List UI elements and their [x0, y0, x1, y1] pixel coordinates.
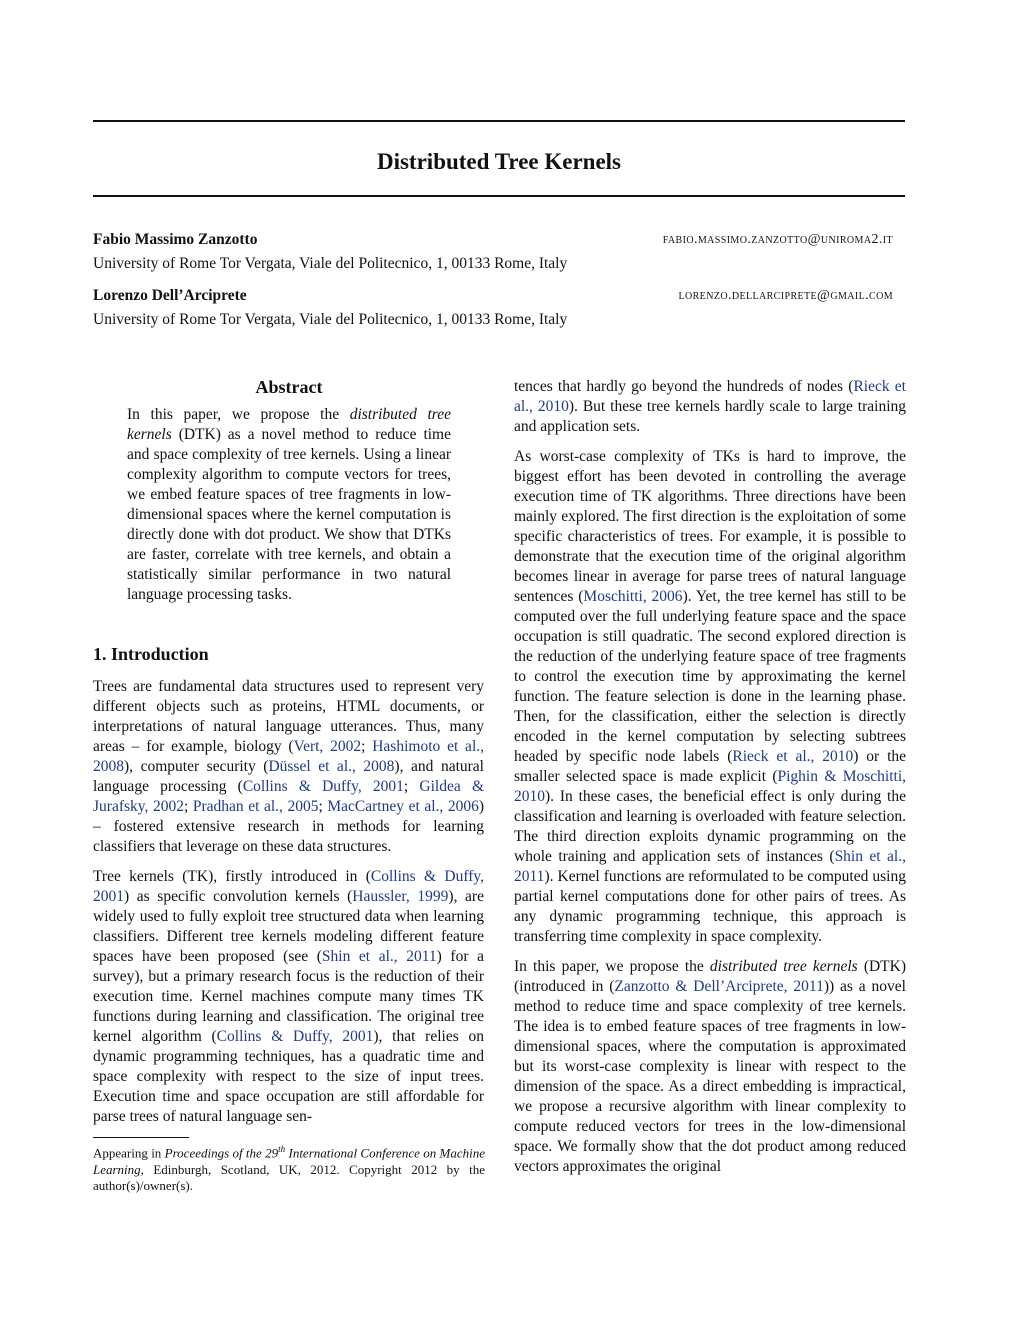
citation-link[interactable]: Vert, 2002 [293, 738, 362, 755]
section-heading-introduction: 1. Introduction [93, 644, 209, 664]
paragraph: As worst-case complexity of TKs is hard to improve, the biggest effort has been devoted in controlling the average execution time of TK algorithms. Three directions have been mainly explored. The first direction is the exploitation of some specific characteristics of trees. For example, it is possible to demonstrate that the execution time of the original algorithm becomes linear in average for parse trees of natural language sentences (Moschitti, 2006). Yet, the tree kernel has still to be computed over the full underlying feature space and the space occupation is still quadratic. The second explored direction is the reduction of the underlying feature space of tree fragments to control the execution time by approximating the kernel function. The feature selection is done in the learning phase. Then, for the classification, either the selection is directly encoded in the kernel computation by selecting subtrees headed by specific node labels (Rieck et al., 2010) or the smaller selected space is made explicit (Pighin & Moschitti, 2010). In these cases, the beneficial effect is only during the classification and learning is overloaded with feature selection. The third direction exploits dynamic programming on the whole training and application sets of instances (Shin et al., 2011). Kernel functions are reformulated to be computed using partial kernel computations done for other pairs of trees. As any dynamic programming technique, this approach is transferring time complexity in space complexity. [514, 448, 907, 945]
author-email[interactable]: lorenzo.dellarciprete@gmail.com [678, 288, 893, 303]
citation-link[interactable]: Zanzotto & Dell’Arciprete, 2011 [614, 978, 824, 995]
paragraph: tences that hardly go beyond the hundreds of nodes (Rieck et al., 2010). But these tree kernels hardly scale to large training and application sets. [514, 378, 907, 435]
author-1 [93, 230, 905, 250]
abstract-heading: Abstract [255, 377, 323, 397]
paragraph: Trees are fundamental data structures used to represent very different objects such as proteins, HTML documents, or interpretations of natural language utterances. Thus, many areas – for example, biology (Vert, 2002; Hashimoto et al., 2008), computer security (Düssel et al., 2008), and natural language processing (Collins & Duffy, 2001; Gildea & Jurafsky, 2002; Pradhan et al., 2005; MacCartney et al., 2006) – fostered extensive research in methods for learning classifiers that leverage on these data structures. [93, 678, 485, 855]
citation-link[interactable]: Collins & Duffy, 2001 [93, 868, 484, 905]
paragraph: Tree kernels (TK), firstly introduced in (Collins & Duffy, 2001) as specific convolution kernels (Haussler, 1999), are widely used to fully exploit tree structured data when learning classifiers. Different tree kernels modeling different feature spaces have been proposed (see (Shin et al., 2011) for a survey), but a primary research focus is the reduction of their execution time. Kernel machines compute many times TK functions during learning and classification. The original tree kernel algorithm (Collins & Duffy, 2001), that relies on dynamic programming techniques, has a quadratic time and space complexity with respect to the size of input trees. Execution time and space occupation are still affordable for parse trees of natural language sen- [93, 868, 484, 1125]
author-name: Fabio Massimo Zanzotto [93, 231, 258, 248]
author-name: Lorenzo Dell’Arciprete [93, 287, 247, 304]
citation-link[interactable]: Pighin & Moschitti, 2010 [514, 768, 906, 805]
paragraph: In this paper, we propose the distributed tree kernels (DTK) (introduced in (Zanzotto & Dell’Arciprete, 2011)) as a novel method to reduce time and space complexity of tree kernels. The idea is to embed feature spaces of tree fragments in low-dimensional spaces, where the computation is approximated but its worst-case complexity is linear with respect to the dimension of the space. As a direct embedding is impractical, we propose a recursive algorithm with linear complexity to compute reduced vectors for trees in the low-dimensional space. We formally show that the dot product among reduced vectors approximates the original [514, 958, 906, 1175]
right-column-body [514, 377, 906, 1177]
citation-link[interactable]: Rieck et al., 2010 [514, 378, 906, 415]
citation-link[interactable]: Collins & Duffy, 2001 [216, 1028, 374, 1045]
author-affiliation: University of Rome Tor Vergata, Viale del Politecnico, 1, 00133 Rome, Italy [93, 311, 568, 328]
title-rule-top [93, 120, 905, 122]
citation-link[interactable]: Shin et al., 2011 [321, 948, 437, 965]
introduction-body [93, 677, 484, 1127]
citation-link[interactable]: Haussler, 1999 [352, 888, 449, 905]
citation-link[interactable]: Hashimoto et al., 2008 [93, 738, 484, 775]
paper-title: Distributed Tree Kernels [376, 149, 622, 174]
abstract-paragraph: In this paper, we propose the distributed tree kernels (DTK) as a novel method to reduce time and space complexity of tree kernels. Using a linear complexity algorithm to compute vectors for trees, we embed feature spaces of tree fragments in low-dimensional spaces where the kernel computation is directly done with dot product. We show that DTKs are faster, correlate with tree kernels, and obtain a statistically similar performance in two natural language processing tasks. [127, 406, 451, 603]
citation-link[interactable]: Pradhan et al., 2005 [192, 798, 319, 815]
footnote-rule [93, 1137, 189, 1138]
citation-link[interactable]: Moschitti, 2006 [583, 588, 683, 605]
title-rule-bottom [93, 195, 905, 197]
citation-link[interactable]: MacCartney et al., 2006 [327, 798, 479, 815]
author-2 [93, 286, 905, 306]
citation-link[interactable]: Rieck et al., 2010 [732, 748, 854, 765]
author-email[interactable]: fabio.massimo.zanzotto@uniroma2.it [662, 232, 893, 247]
author-affiliation: University of Rome Tor Vergata, Viale del Politecnico, 1, 00133 Rome, Italy [93, 255, 568, 272]
footnote: Appearing in Proceedings of the 29th International Conference on Machine Learning, Edinburgh, Scotland, UK, 2012. Copyright 2012 by the author(s)/owner(s). [93, 1144, 486, 1194]
citation-link[interactable]: Collins & Duffy, 2001 [242, 778, 404, 795]
citation-link[interactable]: Gildea & Jurafsky, 2002 [93, 778, 485, 815]
citation-link[interactable]: Shin et al., 2011 [514, 848, 906, 885]
citation-link[interactable]: Düssel et al., 2008 [268, 758, 395, 775]
abstract-body [127, 405, 451, 605]
